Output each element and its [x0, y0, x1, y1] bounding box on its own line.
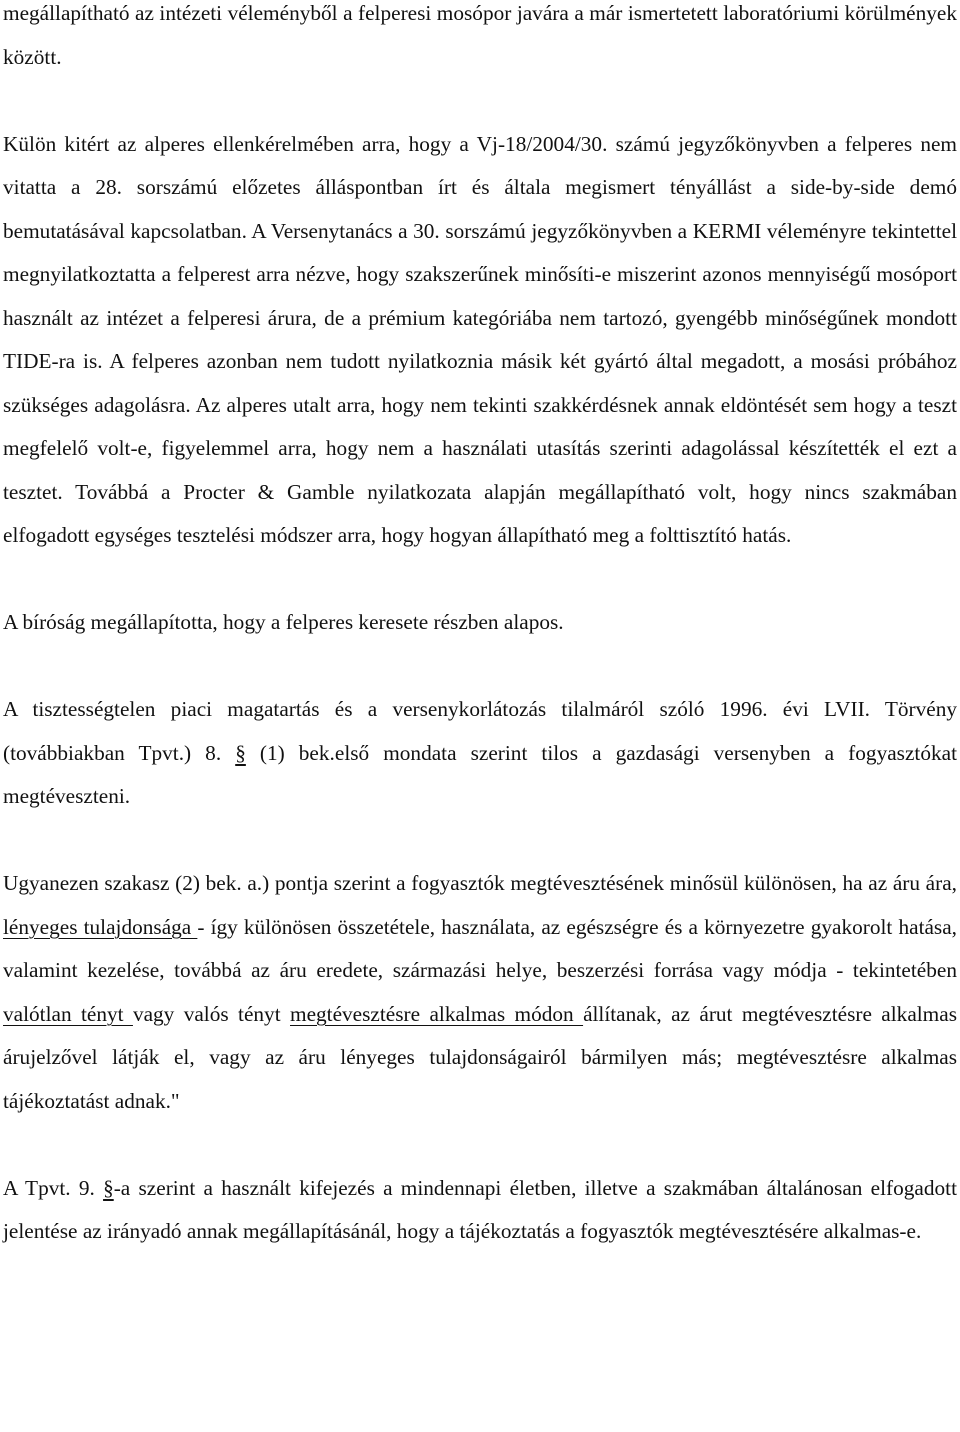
underlined-phrase: megtévesztésre alkalmas módon: [290, 1001, 584, 1026]
text-segment: A tisztességtelen piaci magatartás és a versenykorlátozás tilalmáról szóló 1996. évi LVII. Törvény (továbbiakban Tpvt.) 8.: [3, 697, 957, 765]
text-segment: -a szerint a használt kifejezés a mindennapi életben, illetve a szakmában általánosan elfogadott jelentése az irányadó annak megállapításánál, hogy a tájékoztatás a fogyasztók megtévesztésére alkalmas-e.: [3, 1175, 958, 1243]
text-segment: (1) bek.első mondata szerint tilos a gazdasági versenyben a fogyasztókat megtéveszteni.: [3, 740, 957, 808]
text-segment: A Tpvt. 9.: [3, 1175, 104, 1200]
paragraph-gap: [3, 645, 957, 689]
section-sign: §: [235, 740, 246, 765]
paragraph-tpvt-section-8-2: [3, 862, 957, 1123]
section-sign: §: [103, 1175, 114, 1200]
paragraph-defendant-arguments: Külön kitért az alperes ellenkérelmében arra, hogy a Vj-18/2004/30. számú jegyzőkönyvben a felperes nem vitatta a 28. sorszámú előzetes álláspontban írt és általa megismert tényállást a side-by-side demó bemutatásával kapcsolatban. A Versenytanács a 30. sorszámú jegyzőkönyvben a KERMI véleményre tekintettel megnyilatkoztatta a felperest arra nézve, hogy szakszerűnek minősíti-e miszerint azonos mennyiségű mosóport használt az intézet a felperesi árura, de a prémium kategóriába nem tartozó, gyengébb minőségűnek mondott TIDE-ra is. A felperes azonban nem tudott nyilatkoznia másik két gyártó által megadott, a mosási próbához szükséges adagolásra. Az alperes utalt arra, hogy nem tekinti szakkérdésnek annak eldöntését sem hogy a teszt megfelelő volt-e, figyelemmel arra, hogy nem a használati utasítás szerinti adagolással készítették el ezt a tesztet. Továbbá a Procter & Gamble nyilatkozata alapján megállapítható volt, hogy nincs szakmában elfogadott egységes tesztelési módszer arra, hogy hogyan állapítható meg a folttisztító hatás.: [3, 131, 957, 547]
paragraph-gap: [3, 558, 957, 602]
paragraph-court-finding: A bíróság megállapította, hogy a felperes keresete részben alapos.: [3, 610, 564, 634]
underlined-phrase: valótlan tényt: [3, 1001, 133, 1026]
document-page: [3, 0, 957, 1254]
paragraph-tpvt-section-9: [3, 1167, 957, 1254]
paragraph-intro-continuation: megállapítható az intézeti véleményből a felperesi mosópor javára a már ismertetett laboratóriumi körülmények között.: [3, 1, 957, 69]
paragraph-tpvt-section-8: [3, 688, 957, 819]
text-segment: - így különösen összetétele, használata, az egészségre és a környezetre gyakorolt hatása, valamint kezelése, továbbá az áru eredete, származási helye, beszerzési forrása vagy módja - tekintetében: [3, 914, 957, 982]
paragraph-gap: [3, 819, 957, 863]
paragraph-gap: [3, 1123, 957, 1167]
text-segment: vagy valós tényt: [132, 1001, 290, 1026]
paragraph-gap: [3, 79, 957, 123]
text-segment: állítanak, az árut megtévesztésre alkalmas árujelzővel látják el, vagy az áru lényeges tulajdonságairól bármilyen más; megtévesztésre alkalmas tájékoztatást adnak.": [3, 1001, 957, 1113]
text-segment: Ugyanezen szakasz (2) bek. a.) pontja szerint a fogyasztók megtévesztésének minősül különösen, ha az áru ára,: [3, 871, 957, 895]
underlined-phrase: lényeges tulajdonsága: [3, 914, 198, 939]
